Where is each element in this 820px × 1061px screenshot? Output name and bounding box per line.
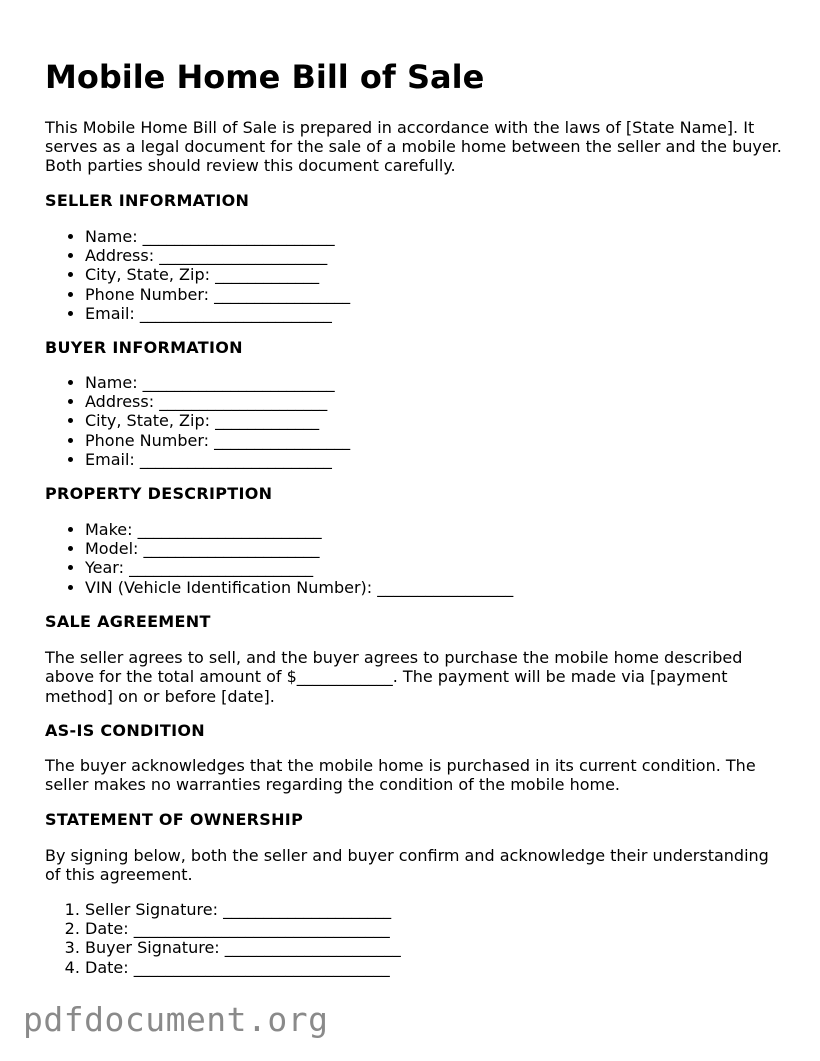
ownership-heading: STATEMENT OF OWNERSHIP (45, 810, 304, 829)
as-is-heading: AS-IS CONDITION (45, 721, 205, 740)
intro-paragraph: This Mobile Home Bill of Sale is prepared in accordance with the laws of [State Name]. It serves as a legal document for the sale of a mobile home between the seller and the buyer. Both parties should review this document carefully. (45, 118, 782, 175)
property-year-field: • Year: _______________________ (85, 558, 513, 577)
document-title: Mobile Home Bill of Sale (45, 58, 485, 96)
seller-address-field: • Address: _____________________ (85, 246, 350, 265)
seller-city-field: • City, State, Zip: _____________ (85, 265, 350, 284)
seller-field-list (45, 227, 350, 323)
seller-signature-line: 1. Seller Signature: _____________________ (85, 900, 401, 919)
signature-list (45, 900, 401, 977)
buyer-phone-field: • Phone Number: _________________ (85, 431, 350, 450)
property-make-field: • Make: _______________________ (85, 520, 513, 539)
buyer-city-field: • City, State, Zip: _____________ (85, 411, 350, 430)
buyer-heading: BUYER INFORMATION (45, 338, 243, 357)
property-model-field: • Model: ______________________ (85, 539, 513, 558)
watermark-text: pdfdocument.org (23, 1000, 329, 1039)
buyer-email-field: • Email: ________________________ (85, 450, 350, 469)
property-heading: PROPERTY DESCRIPTION (45, 484, 273, 503)
sale-agreement-text: The seller agrees to sell, and the buyer agrees to purchase the mobile home described above for the total amount of $____________. The payment will be made via [payment method] on or before [date]. (45, 648, 743, 706)
as-is-text: The buyer acknowledges that the mobile home is purchased in its current condition. The seller makes no warranties regarding the condition of the mobile home. (45, 756, 756, 795)
seller-email-field: • Email: ________________________ (85, 304, 350, 323)
sale-agreement-heading: SALE AGREEMENT (45, 612, 211, 631)
seller-date-line: 2. Date: ________________________________ (85, 919, 401, 938)
seller-heading: SELLER INFORMATION (45, 191, 250, 210)
property-field-list (45, 520, 513, 597)
buyer-name-field: • Name: ________________________ (85, 373, 350, 392)
property-vin-field: • VIN (Vehicle Identification Number): _________________ (85, 578, 513, 597)
seller-name-field: • Name: ________________________ (85, 227, 350, 246)
seller-phone-field: • Phone Number: _________________ (85, 285, 350, 304)
buyer-date-line: 4. Date: ________________________________ (85, 958, 401, 977)
buyer-address-field: • Address: _____________________ (85, 392, 350, 411)
ownership-text: By signing below, both the seller and buyer confirm and acknowledge their understanding of this agreement. (45, 846, 769, 885)
buyer-signature-line: 3. Buyer Signature: ______________________ (85, 938, 401, 957)
buyer-field-list (45, 373, 350, 469)
